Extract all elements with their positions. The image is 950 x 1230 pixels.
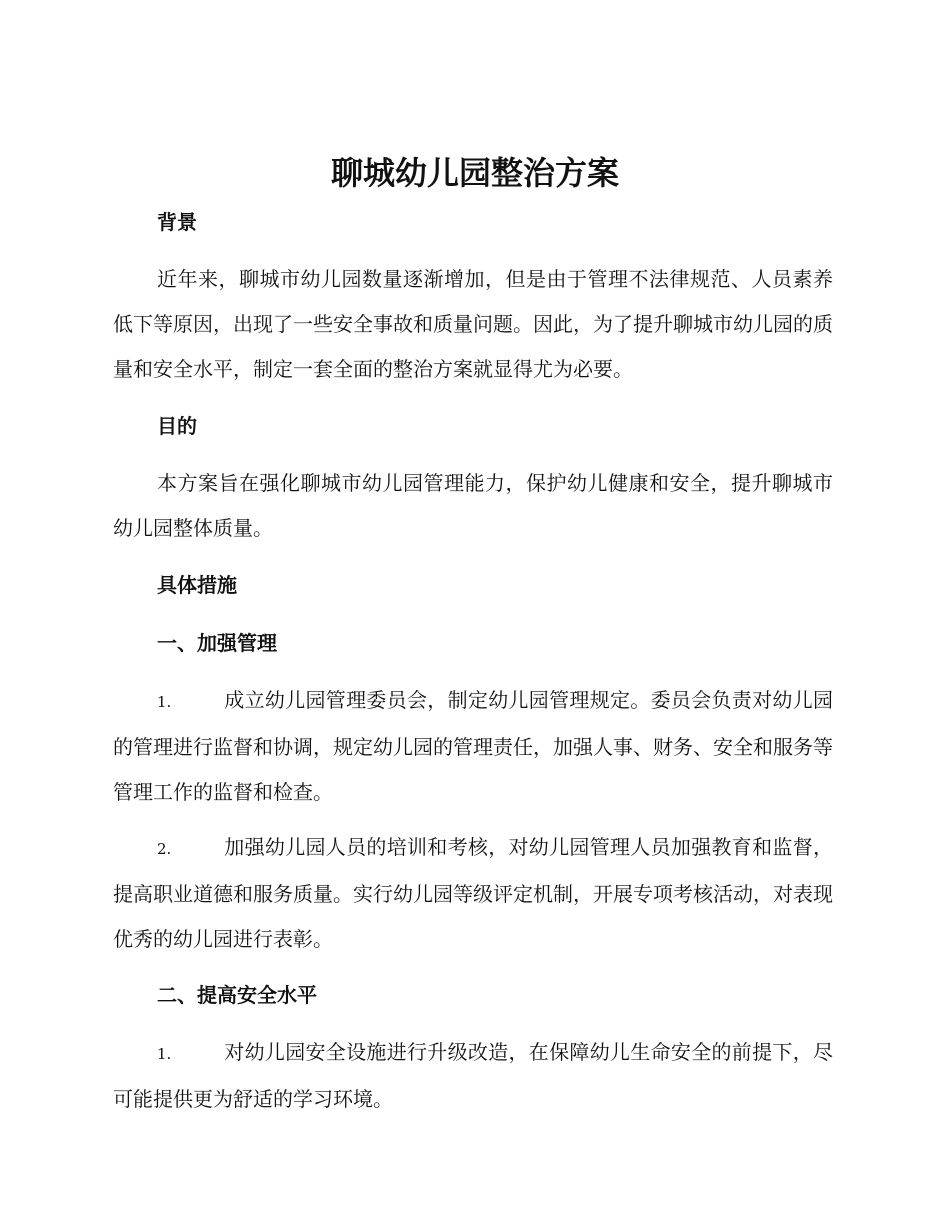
heading-strengthen-management: 一、加强管理 bbox=[157, 631, 277, 655]
list-item-text: 成立幼儿园管理委员会，制定幼儿园管理规定。委员会负责对幼儿园的管理进行监督和协调，规定幼儿园的管理责任，加强人事、财务、安全和服务等管理工作的监督和检查。 bbox=[113, 688, 833, 804]
paragraph-background: 近年来，聊城市幼儿园数量逐渐增加，但是由于管理不法律规范、人员素养低下等原因，出现了一些安全事故和质量问题。因此，为了提升聊城市幼儿园的质量和安全水平，制定一套全面的整治方案就显得尤为必要。 bbox=[113, 267, 833, 381]
list-item bbox=[113, 825, 833, 962]
list-item-text: 对幼儿园安全设施进行升级改造，在保障幼儿生命安全的前提下，尽可能提供更为舒适的学习环境。 bbox=[113, 1040, 833, 1111]
list-item-number: 1. bbox=[157, 693, 172, 711]
list-item-number: 2. bbox=[157, 840, 172, 858]
heading-background: 背景 bbox=[157, 210, 197, 234]
paragraph-purpose: 本方案旨在强化聊城市幼儿园管理能力，保护幼儿健康和安全，提升聊城市幼儿园整体质量。 bbox=[113, 471, 833, 540]
list-item-number: 1. bbox=[157, 1045, 172, 1063]
heading-improve-safety: 二、提高安全水平 bbox=[157, 983, 317, 1007]
heading-purpose: 目的 bbox=[157, 414, 197, 438]
list-item bbox=[113, 678, 833, 815]
document-title: 聊城幼儿园整治方案 bbox=[330, 154, 619, 192]
list-item-text: 加强幼儿园人员的培训和考核，对幼儿园管理人员加强教育和监督，提高职业道德和服务质量。实行幼儿园等级评定机制，开展专项考核活动，对表现优秀的幼儿园进行表彰。 bbox=[113, 835, 833, 951]
list-item bbox=[113, 1030, 833, 1122]
heading-measures: 具体措施 bbox=[157, 573, 237, 597]
